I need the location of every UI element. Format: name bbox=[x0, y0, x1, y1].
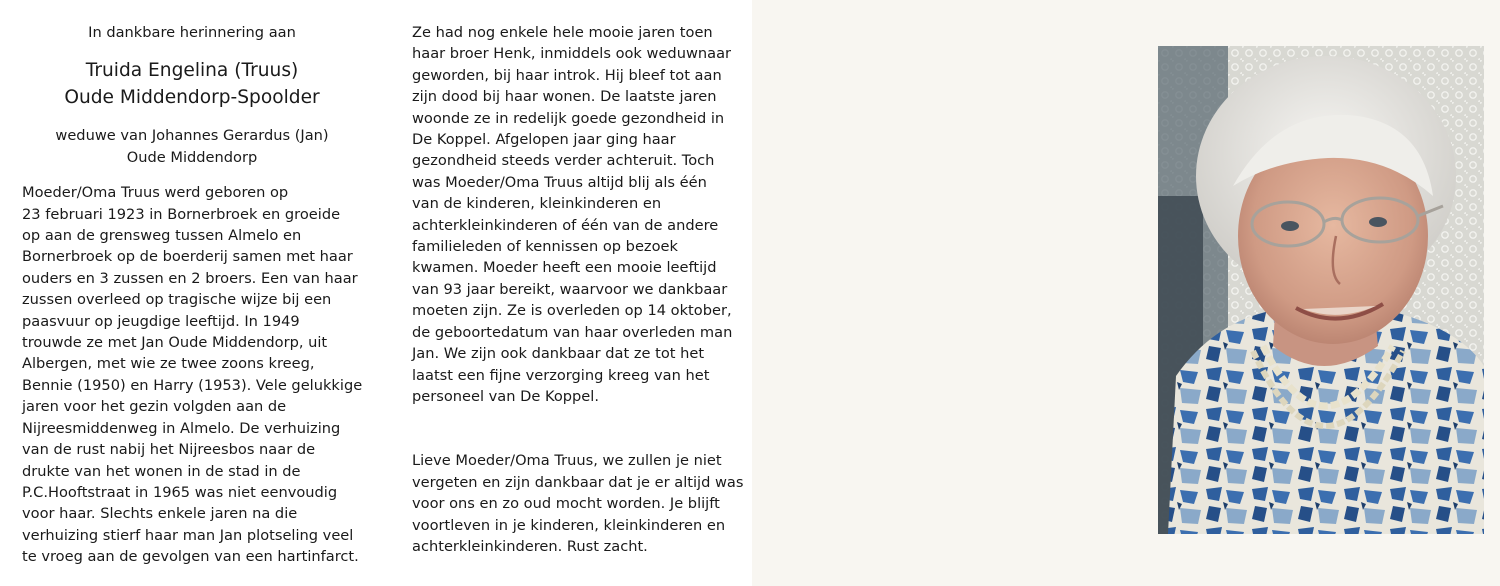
spouse-info bbox=[22, 125, 362, 168]
text-line: voortleven in je kinderen, kleinkinderen en bbox=[412, 516, 726, 534]
spouse-line: Oude Middendorp bbox=[126, 148, 258, 166]
text-line: familieleden of kennissen op bezoek bbox=[412, 238, 678, 256]
text-line: van de rust nabij het Nijreesbos naar de bbox=[22, 441, 316, 459]
biography-part-2 bbox=[412, 22, 742, 407]
portrait-photo bbox=[1158, 46, 1484, 534]
text-line: was Moeder/Oma Truus altijd blij als één bbox=[412, 173, 707, 191]
text-line: haar broer Henk, inmiddels ook weduwnaar bbox=[412, 45, 732, 63]
text-line: achterkleinkinderen of één van de andere bbox=[412, 216, 719, 234]
text-line: achterkleinkinderen. Rust zacht. bbox=[412, 537, 648, 555]
text-line: zussen overleed op tragische wijze bij een bbox=[22, 291, 332, 309]
text-line: van de kinderen, kleinkinderen en bbox=[412, 195, 662, 213]
text-line: P.C.Hooftstraat in 1965 was niet eenvoudig bbox=[22, 483, 338, 501]
text-line: jaren voor het gezin volgden aan de bbox=[22, 398, 287, 416]
farewell-message bbox=[412, 450, 742, 557]
text-line: voor haar. Slechts enkele jaren na die bbox=[22, 505, 298, 523]
text-line: laatst een fijne verzorging kreeg van het bbox=[412, 366, 710, 384]
text-line: de geboortedatum van haar overleden man bbox=[412, 323, 733, 341]
text-line: moeten zijn. Ze is overleden op 14 oktober, bbox=[412, 302, 732, 320]
name-line: Oude Middendorp-Spoolder bbox=[64, 87, 320, 109]
text-line: zijn dood bij haar wonen. De laatste jaren bbox=[412, 88, 717, 106]
text-line: op aan de grensweg tussen Almelo en bbox=[22, 227, 302, 245]
text-line: trouwde ze met Jan Oude Middendorp, uit bbox=[22, 334, 328, 352]
text-line: geworden, bij haar introk. Hij bleef tot aan bbox=[412, 66, 722, 84]
text-line: De Koppel. Afgelopen jaar ging haar bbox=[412, 131, 676, 149]
paragraph-gap bbox=[412, 407, 742, 450]
text-line: Bennie (1950) en Harry (1953). Vele gelukkige bbox=[22, 376, 363, 394]
right-column bbox=[412, 22, 742, 557]
name-line: Truida Engelina (Truus) bbox=[85, 60, 299, 82]
text-line: Bornerbroek op de boerderij samen met haar bbox=[22, 248, 353, 266]
text-line: paasvuur op jeugdige leeftijd. In 1949 bbox=[22, 312, 300, 330]
deceased-name bbox=[22, 57, 362, 111]
text-line: 23 februari 1923 in Bornerbroek en groeide bbox=[22, 205, 341, 223]
spouse-line: weduwe van Johannes Gerardus (Jan) bbox=[55, 127, 329, 145]
portrait-illustration bbox=[1158, 46, 1484, 534]
text-line: ouders en 3 zussen en 2 broers. Een van haar bbox=[22, 269, 358, 287]
text-line: verhuizing stierf haar man Jan plotseling veel bbox=[22, 526, 354, 544]
text-line: Ze had nog enkele hele mooie jaren toen bbox=[412, 24, 713, 41]
text-line: woonde ze in redelijk goede gezondheid in bbox=[412, 109, 725, 127]
text-line: personeel van De Koppel. bbox=[412, 387, 599, 405]
left-column bbox=[22, 22, 362, 568]
biography-part-1 bbox=[22, 182, 362, 567]
text-line: voor ons en zo oud mocht worden. Je blijft bbox=[412, 495, 720, 513]
text-line: Jan. We zijn ook dankbaar dat ze tot het bbox=[412, 345, 705, 363]
text-line: te vroeg aan de gevolgen van een hartinfarct. bbox=[22, 548, 359, 566]
text-line: gezondheid steeds verder achteruit. Toch bbox=[412, 152, 715, 170]
text-line: Lieve Moeder/Oma Truus, we zullen je niet bbox=[412, 452, 722, 470]
text-line: Moeder/Oma Truus werd geboren op bbox=[22, 184, 289, 202]
text-line: van 93 jaar bereikt, waarvoor we dankbaar bbox=[412, 280, 728, 298]
intro-text: In dankbare herinnering aan bbox=[88, 24, 296, 41]
text-line: drukte van het wonen in de stad in de bbox=[22, 462, 301, 480]
text-line: kwamen. Moeder heeft een mooie leeftijd bbox=[412, 259, 717, 277]
text-line: Albergen, met wie ze twee zoons kreeg, bbox=[22, 355, 315, 373]
text-line: Nijreesmiddenweg in Almelo. De verhuizing bbox=[22, 419, 341, 437]
text-line: vergeten en zijn dankbaar dat je er altijd was bbox=[412, 473, 744, 491]
